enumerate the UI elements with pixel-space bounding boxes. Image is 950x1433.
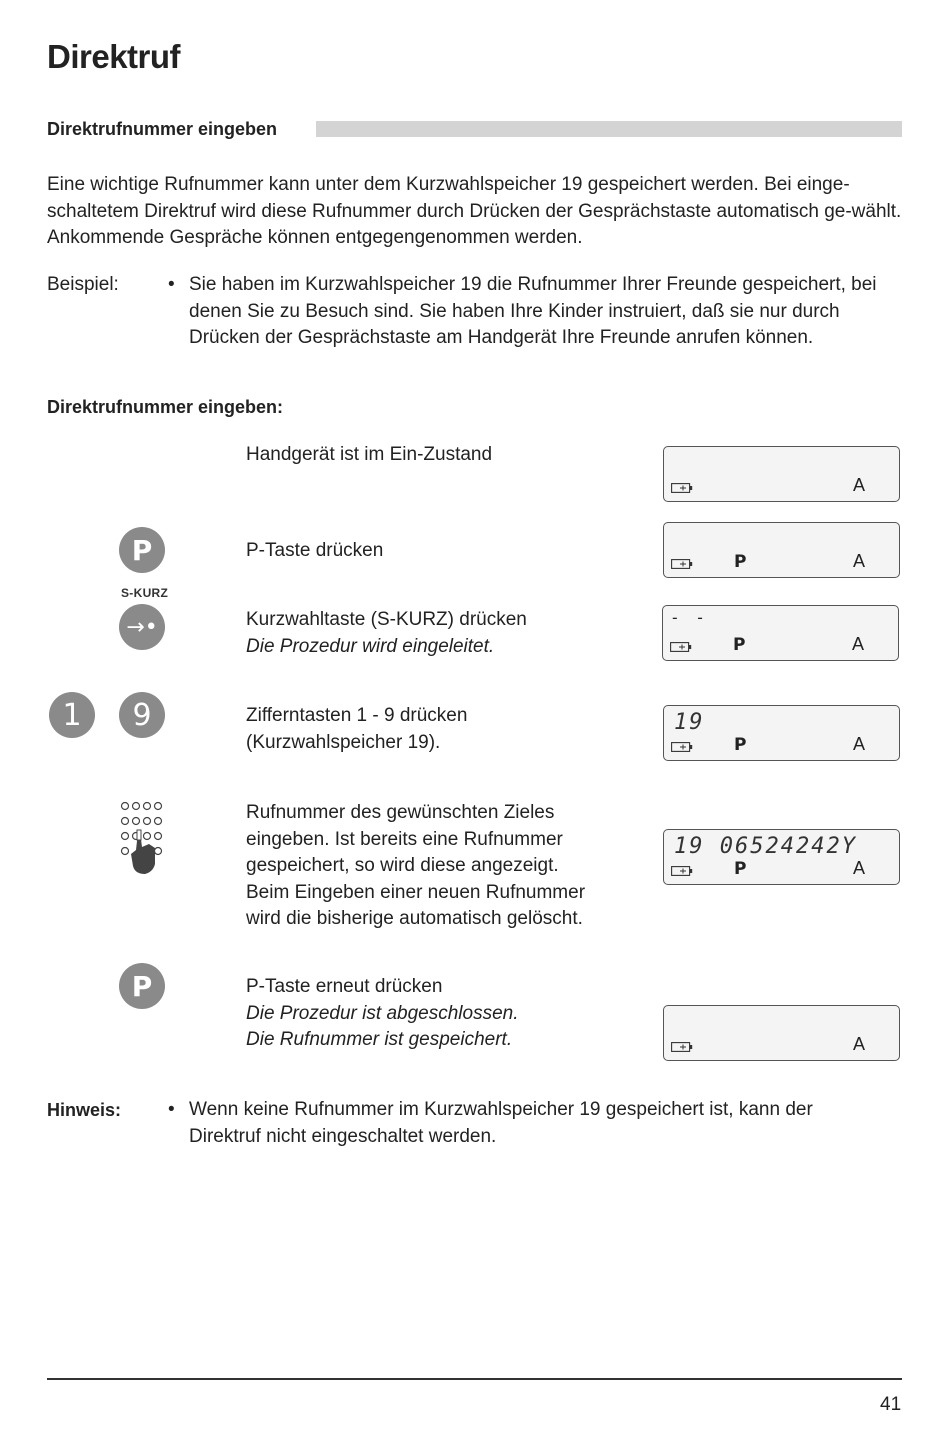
step-4-line-1: Zifferntasten 1 - 9 drücken (246, 705, 468, 726)
section-heading: Direktrufnummer eingeben (47, 119, 278, 139)
step-3-line: Kurzwahltaste (S-KURZ) drücken (246, 609, 527, 630)
step-5-line-5: wird die bisherige automatisch gelöscht. (246, 908, 583, 929)
battery-icon (671, 742, 693, 752)
lcd-p-indicator: P (733, 635, 746, 655)
note-bullet: • (168, 1099, 175, 1120)
step-2-line: P-Taste drücken (246, 540, 384, 561)
battery-icon (670, 642, 692, 652)
lcd-digits: - - (670, 608, 708, 627)
example-bullet: • (168, 274, 175, 295)
note-text: Wenn keine Rufnummer im Kurzwahlspeicher 19 gespeichert ist, kann der Direktruf nicht eingeschaltet werden. (189, 1099, 813, 1147)
p-key-icon: P (119, 527, 165, 573)
battery-icon (671, 866, 693, 876)
short-dial-key-icon: →• (119, 604, 165, 650)
lcd-a-indicator: A (853, 858, 866, 878)
lcd-a-indicator: A (853, 734, 866, 754)
intro-paragraph: Eine wichtige Rufnummer kann unter dem Kurzwahlspeicher 19 gespeichert werden. Bei einge-schaltetem Direktruf wird diese Rufnummer durch Drücken der Gesprächstaste automatisch ge-wählt. Ankommende Gespräche können entgegengenommen werden. (47, 174, 902, 248)
step-5-line-2: eingeben. Ist bereits eine Rufnummer (246, 828, 563, 850)
lcd-display-5 (663, 829, 900, 885)
lcd-p-indicator: P (734, 859, 747, 879)
lcd-a-indicator: A (853, 475, 866, 495)
lcd-a-indicator: A (853, 551, 866, 571)
step-6-italic-2: Die Rufnummer ist gespeichert. (246, 1029, 513, 1050)
page-title: Direktruf (47, 38, 181, 75)
battery-icon (671, 483, 693, 493)
step-4-text (246, 703, 626, 756)
lcd-digits: 19 06524242Y (674, 834, 857, 859)
p-key-icon: P (119, 963, 165, 1009)
lcd-digits: 19 (674, 710, 705, 735)
step-6-text (246, 974, 626, 1054)
lcd-p-indicator: P (734, 735, 747, 755)
step-4-line-2: (Kurzwahlspeicher 19). (246, 731, 441, 753)
s-kurz-label: S-KURZ (121, 586, 169, 600)
lcd-display-4 (663, 705, 900, 761)
lcd-display-3 (662, 605, 899, 661)
step-2-text (246, 538, 626, 565)
step-5-text (246, 800, 626, 933)
step-3-italic: Die Prozedur wird eingeleitet. (246, 635, 495, 657)
example-text: Sie haben im Kurzwahlspeicher 19 die Rufnummer Ihrer Freunde gespeichert, bei denen Sie zu Besuch sind. Sie haben Ihre Kinder instruiert, daß sie nur durch Drücken der Gesprächstaste am Handgerät Ihre Freunde anrufen können. (189, 274, 877, 348)
step-6-italic-1: Die Prozedur ist abgeschlossen. (246, 1002, 519, 1024)
step-5-line-4: Beim Eingeben einer neuen Rufnummer (246, 881, 586, 903)
example-label: Beispiel: (47, 274, 119, 295)
battery-icon (671, 1042, 693, 1052)
step-1-text (246, 442, 626, 469)
battery-icon (671, 559, 693, 569)
step-6-line: P-Taste erneut drücken (246, 976, 443, 997)
section-heading-bar (316, 121, 902, 137)
digit-9-key-icon: 9 (119, 692, 165, 738)
lcd-a-indicator: A (852, 634, 865, 654)
note-label: Hinweis: (47, 1100, 122, 1120)
lcd-display-1 (663, 446, 900, 502)
digit-1-key-icon: 1 (49, 692, 95, 738)
step-5-line-1: Rufnummer des gewünschten Zieles (246, 802, 555, 823)
lcd-a-indicator: A (853, 1034, 866, 1054)
lcd-display-2 (663, 522, 900, 578)
lcd-display-6 (663, 1005, 900, 1061)
footer-rule (47, 1378, 902, 1380)
step-3-text (246, 607, 626, 660)
step-5-line-3: gespeichert, so wird diese angezeigt. (246, 855, 559, 876)
lcd-p-indicator: P (734, 552, 747, 572)
procedure-heading: Direktrufnummer eingeben: (47, 397, 284, 417)
step-1-line: Handgerät ist im Ein-Zustand (246, 444, 493, 465)
page-number: 41 (880, 1394, 902, 1415)
keypad-hand-icon (119, 800, 169, 882)
